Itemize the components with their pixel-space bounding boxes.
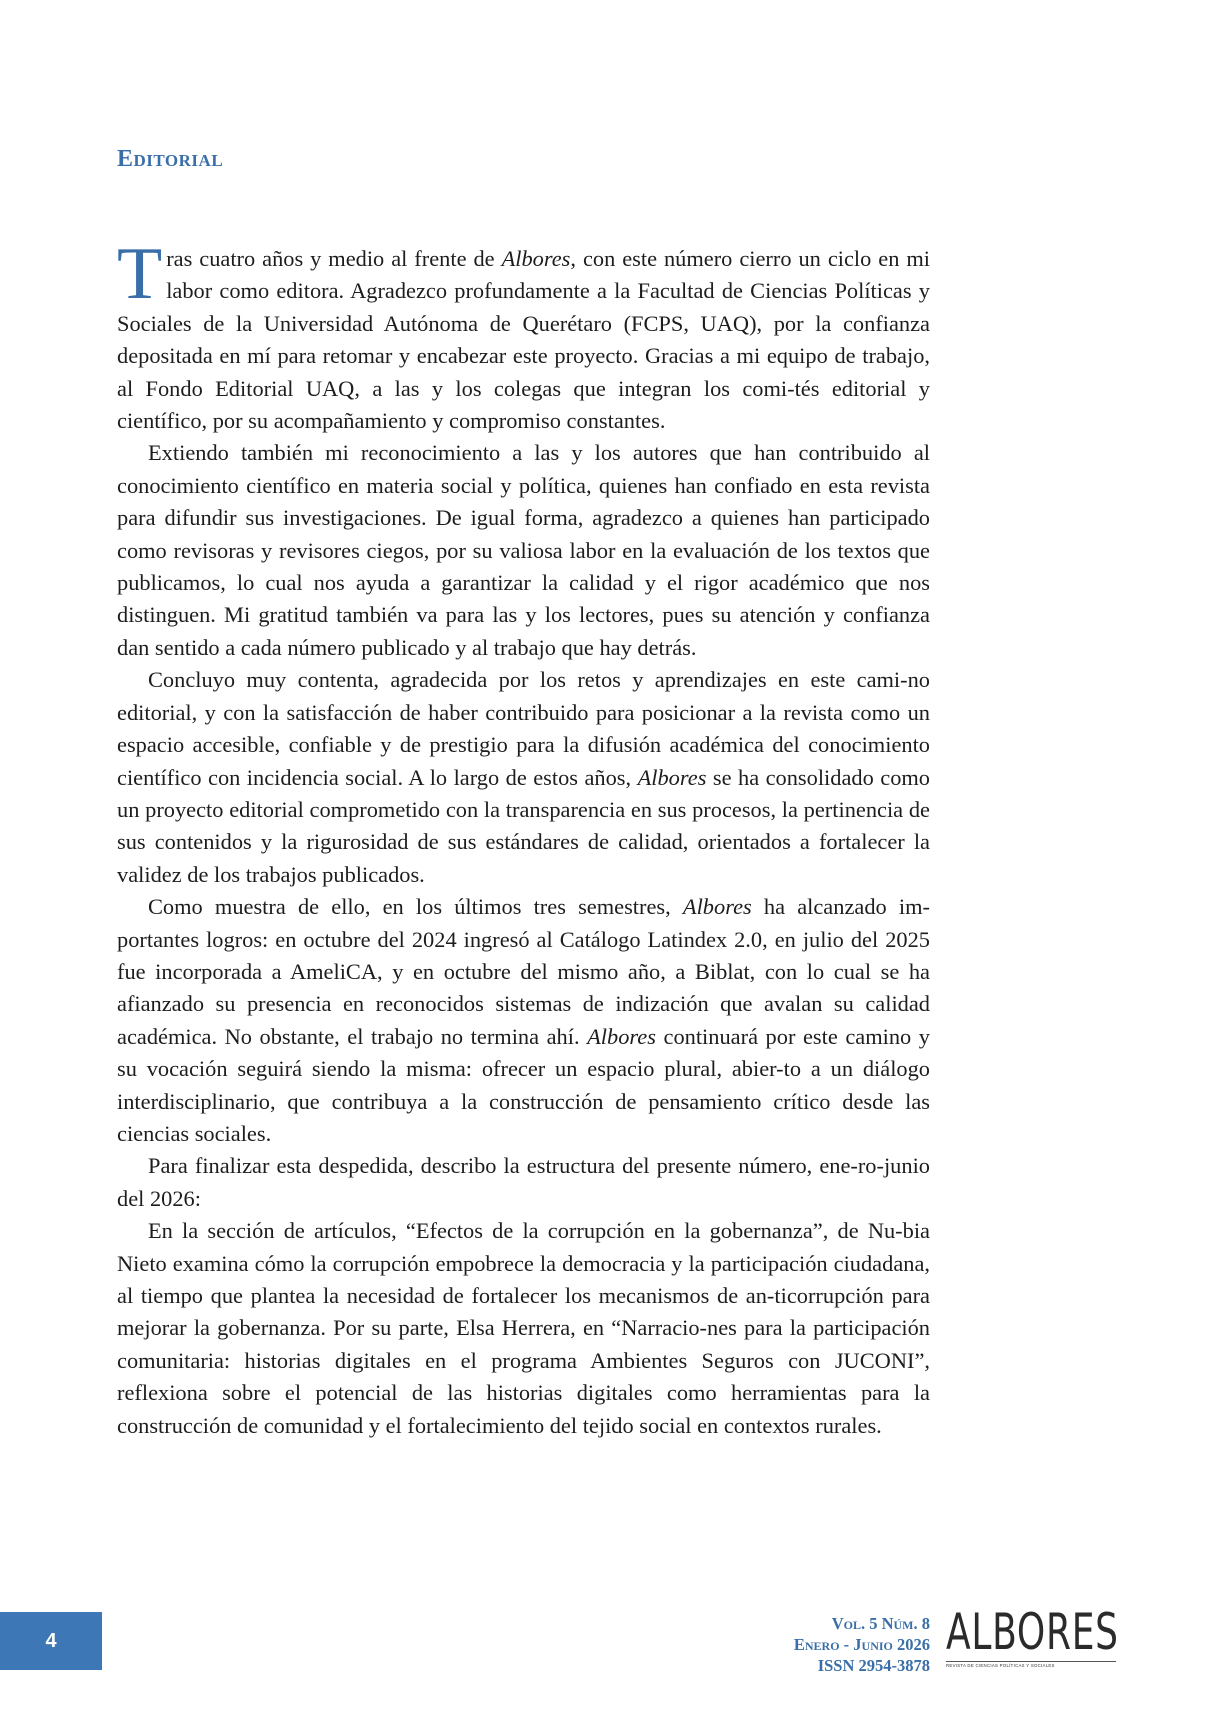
editorial-body <box>117 233 931 1442</box>
paragraph-1-text-a: ras cuatro años y medio al frente de <box>166 246 502 271</box>
paragraph-4-text-c: continuará por este camino y su vocación seguirá siendo la misma: ofrecer un espacio plural, abier-to a un diálogo interdisciplinario, que contribuya a la construcción de pensamiento crítico desde las ciencias sociales. <box>117 1023 930 1146</box>
paragraph-4-text-a: Como muestra de ello, en los últimos tres semestres, <box>148 894 683 920</box>
journal-name: Albores <box>637 764 707 790</box>
paragraph-5: Para finalizar esta despedida, describo la estructura del presente número, ene-ro-junio del 2026: <box>117 1153 930 1211</box>
journal-name: Albores <box>501 246 571 271</box>
page-number-box <box>0 1612 102 1670</box>
paragraph-2: Extiendo también mi reconocimiento a las y los autores que han contribuido al conocimiento científico en materia social y política, quienes han confiado en esta revista para difundir sus investigaciones. De igual forma, agradezco a quienes han participado como revisoras y revisores ciegos, por su valiosa labor en la evaluación de los textos que publicamos, lo cual nos ayuda a garantizar la calidad y el rigor académico que nos distinguen. Mi gratitud también va para las y los lectores, pues su atención y confianza dan sentido a cada número publicado y al trabajo que hay detrás. <box>117 440 930 660</box>
paragraph-3-text-a: Concluyo muy contenta, agradecida por los retos y aprendizajes en este cami-no editorial, y con la satisfacción de haber contribuido para posicionar a la revista como un espacio accesible, confiable y de prestigio para la difusión académica del conocimiento científico con incidencia social. A lo largo de estos años, <box>117 667 930 790</box>
issn: ISSN 2954-3878 <box>817 1656 930 1675</box>
journal-name: Albores <box>587 1023 656 1049</box>
logo-subtitle: REVISTA DE CIENCIAS POLÍTICAS Y SOCIALES <box>946 1661 1116 1668</box>
volume-number: Vol. 5 Núm. 8 <box>831 1614 930 1633</box>
issue-info <box>794 1613 930 1676</box>
paragraph-6: En la sección de artículos, “Efectos de la corrupción en la gobernanza”, de Nu-bia Nieto examina cómo la corrupción empobrece la democracia y la participación ciudadana, al tiempo que plantea la necesidad de fortalecer los mecanismos de an-ticorrupción para mejorar la gobernanza. Por su parte, Elsa Herrera, en “Narracio-nes para la participación comunitaria: historias digitales en el programa Ambientes Seguros con JUCONI”, reflexiona sobre el potencial de las historias digitales como herramientas para la construcción de comunidad y el fortalecimiento del tejido social en contextos rurales. <box>117 1218 930 1438</box>
paragraph-1 <box>117 233 930 437</box>
paragraph-3 <box>117 664 930 891</box>
issue-period: Enero - Junio 2026 <box>793 1635 930 1654</box>
journal-name: Albores <box>682 894 752 920</box>
journal-logo <box>946 1603 1119 1670</box>
section-title: Editorial <box>117 146 224 172</box>
paragraph-4 <box>117 891 930 1150</box>
drop-cap: T <box>117 233 163 315</box>
paragraph-1-text-b: , con este número cierro un ciclo en mi labor como editora. Agradezco profundamente a la Facultad de Ciencias Políticas y Sociales de la Universidad Autónoma de Querétaro (FCPS, UAQ), por la confianza depositada en mí para retomar y encabezar este proyecto. Gracias a mi equipo de trabajo, al Fondo Editorial UAQ, a las y los colegas que integran los comi-tés editorial y científico, por su acompañamiento y compromiso constantes. <box>117 246 930 434</box>
page-number: 4 <box>45 1629 57 1652</box>
paragraph-4-text-b: ha alcanzado im-portantes logros: en octubre del 2024 ingresó al Catálogo Latindex 2.0, en julio del 2025 fue incorporada a AmeliCA, y en octubre del mismo año, a Biblat, con lo cual se ha afianzado su presencia en reconocidos sistemas de indización que avalan su calidad académica. No obstante, el trabajo no termina ahí. <box>117 894 930 1049</box>
logo-wordmark: ALBORES <box>946 1603 1119 1661</box>
paragraph-3-text-b: se ha consolidado como un proyecto editorial comprometido con la transparencia en sus procesos, la pertinencia de sus contenidos y la rigurosidad de sus estándares de calidad, orientados a fortalecer la validez de los trabajos publicados. <box>117 764 931 887</box>
